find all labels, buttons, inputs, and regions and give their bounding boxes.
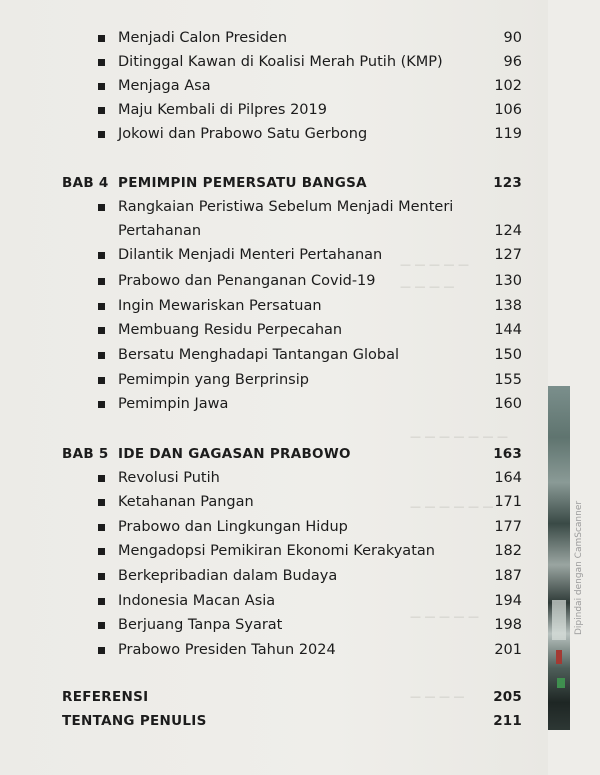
photo-highlight [557,678,565,688]
toc-entry-title: Jokowi dan Prabowo Satu Gerbong [118,126,368,142]
toc-entry-page: 201 [494,642,522,658]
toc-entry-title: Mengadopsi Pemikiran Ekonomi Kerakyatan [118,543,435,559]
toc-entry-page: 106 [494,102,522,118]
scanner-watermark: Dipindai dengan CamScanner [574,500,584,635]
bleed-through-text: — — — — [400,280,455,293]
chapter-title: PEMIMPIN PEMERSATU BANGSA [118,175,367,191]
toc-entry-title: Pemimpin Jawa [118,396,229,412]
toc-entry-title: Berjuang Tanpa Syarat [118,617,283,633]
toc-entry-page: 160 [494,396,522,412]
bleed-through-text: — — — — — — [410,500,494,513]
bullet-icon [98,401,105,408]
bleed-through-text: — — — — [410,690,465,703]
toc-entry-title: Prabowo dan Penanganan Covid-19 [118,273,376,289]
toc-entry-title: Ditinggal Kawan di Koalisi Merah Putih (KMP) [118,54,443,70]
bullet-icon [98,278,105,285]
photo-highlight [556,650,562,664]
bullet-icon [98,598,105,605]
bullet-icon [98,499,105,506]
toc-entry-title: Pemimpin yang Berprinsip [118,372,309,388]
toc-entry-page: 155 [494,372,522,388]
bullet-icon [98,377,105,384]
bullet-icon [98,83,105,90]
toc-entry-title: Ketahanan Pangan [118,494,254,510]
toc-entry-page: 194 [494,593,522,609]
bullet-icon [98,303,105,310]
toc-entry-page: 198 [494,617,522,633]
toc-entry-page: 164 [494,470,522,486]
toc-entry-title: Rangkaian Peristiwa Sebelum Menjadi Menteri [118,199,454,215]
bullet-icon [98,252,105,259]
toc-entry-page: 130 [494,273,522,289]
bullet-icon [98,131,105,138]
toc-entry-page: 119 [494,126,522,142]
toc-entry-page: 171 [494,494,522,510]
toc-entry-title: Prabowo Presiden Tahun 2024 [118,642,336,658]
toc-entry-title: Ingin Mewariskan Persatuan [118,298,322,314]
toc-entry-title: Maju Kembali di Pilpres 2019 [118,102,327,118]
bullet-icon [98,573,105,580]
bleed-through-text: — — — — — [410,610,479,623]
toc-entry-page: 182 [494,543,522,559]
toc-entry-page: 144 [494,322,522,338]
toc-entry-page: 90 [503,30,522,46]
toc-entry-page: 127 [494,247,522,263]
toc-entry-title: Bersatu Menghadapi Tantangan Global [118,347,400,363]
bullet-icon [98,352,105,359]
section-title: TENTANG PENULIS [62,713,207,729]
bullet-icon [98,475,105,482]
toc-entry-title: Revolusi Putih [118,470,220,486]
bullet-icon [98,107,105,114]
bullet-icon [98,524,105,531]
chapter-page: 163 [493,446,522,462]
section-page: 211 [493,713,522,729]
photo-highlight [552,600,566,640]
bullet-icon [98,35,105,42]
toc-entry-title: Menjaga Asa [118,78,211,94]
toc-entry-page: 150 [494,347,522,363]
toc-entry-page: 177 [494,519,522,535]
toc-entry-title: Menjadi Calon Presiden [118,30,288,46]
bullet-icon [98,647,105,654]
chapter-label: BAB 4 [62,175,109,191]
toc-entry-page: 138 [494,298,522,314]
bullet-icon [98,59,105,66]
chapter-title: IDE DAN GAGASAN PRABOWO [118,446,351,462]
bleed-through-text: — — — — — [400,258,469,271]
toc-entry-page: 96 [503,54,522,70]
bullet-icon [98,622,105,629]
toc-entry-page: 187 [494,568,522,584]
bullet-icon [98,327,105,334]
chapter-label: BAB 5 [62,446,109,462]
bleed-through-text: — — — — — — — [410,430,508,443]
section-title: REFERENSI [62,689,149,705]
bullet-icon [98,204,105,211]
bullet-icon [98,548,105,555]
section-page: 205 [493,689,522,705]
toc-entry-title: Dilantik Menjadi Menteri Pertahanan [118,247,383,263]
toc-entry-title: Indonesia Macan Asia [118,593,276,609]
toc-entry-title: Prabowo dan Lingkungan Hidup [118,519,348,535]
toc-entry[interactable] [0,198,548,240]
toc-entry-title-continued: Pertahanan [118,223,202,239]
toc-entry-page: 124 [494,223,522,239]
toc-entry-title: Membuang Residu Perpecahan [118,322,343,338]
chapter-page: 123 [493,175,522,191]
toc-entry-page: 102 [494,78,522,94]
toc-entry-title: Berkepribadian dalam Budaya [118,568,338,584]
